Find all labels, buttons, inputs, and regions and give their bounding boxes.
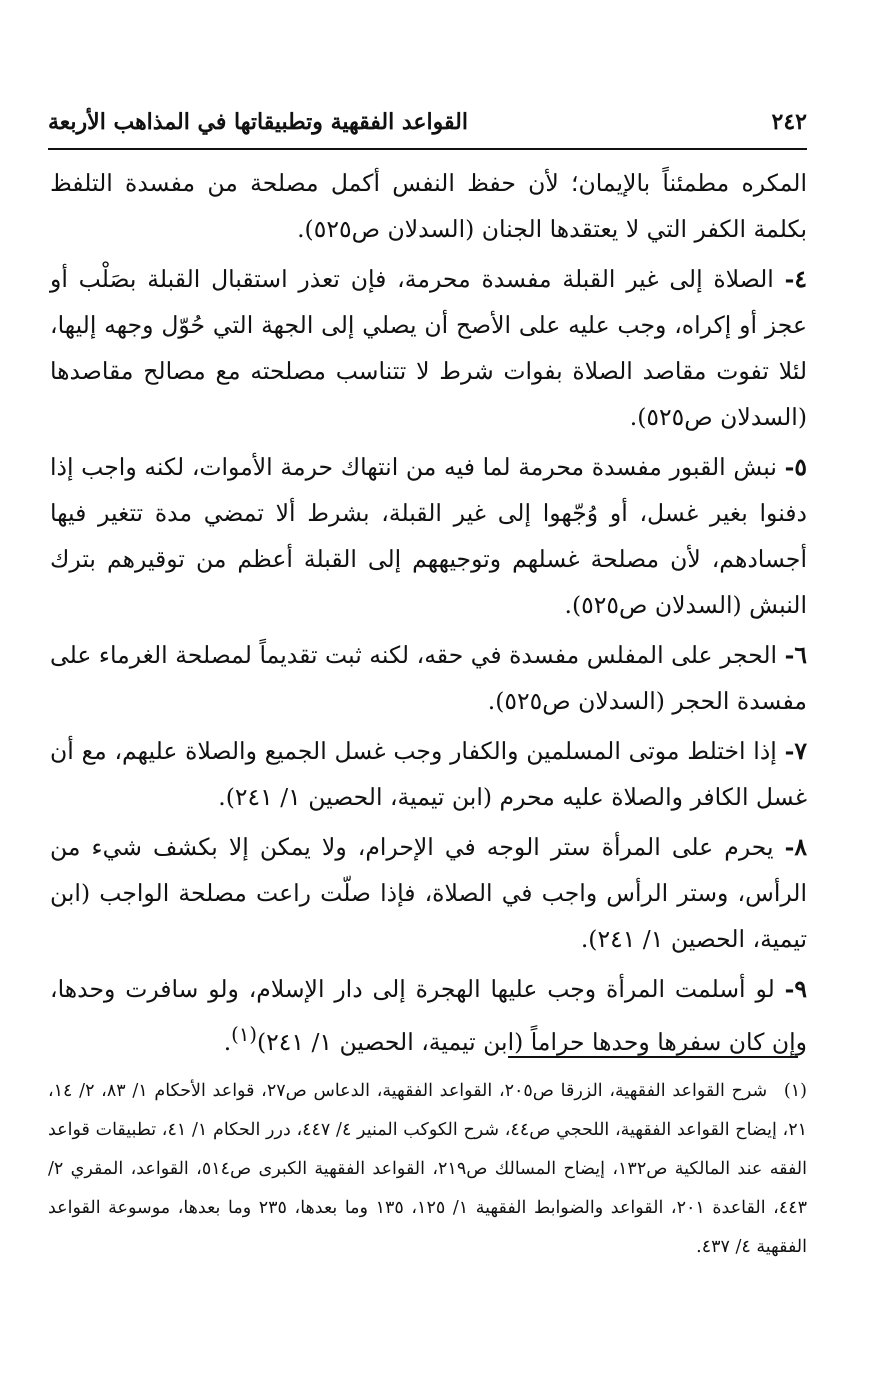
item-number: ٥- — [784, 453, 807, 481]
footnote — [48, 1072, 807, 1267]
footnote-reference: (١) — [231, 1023, 257, 1046]
main-text — [50, 160, 807, 1069]
item-text: نبش القبور مفسدة محرمة لما فيه من انتهاك حرمة الأموات، لكنه واجب إذا دفنوا بغير غسل، أو وُجّهوا إلى غير القبلة، بشرط ألا تمضي مدة تتغير فيها أجسادهم، لأن مصلحة غسلهم وتوجيههم إلى القبلة أعظم من توقيرهم بترك النبش (السدلان ص٥٢٥). — [50, 453, 807, 619]
item-5 — [50, 444, 807, 628]
item-number: ٩- — [784, 975, 807, 1003]
item-text: يحرم على المرأة ستر الوجه في الإحرام، ولا يمكن إلا بكشف شيء من الرأس، وستر الرأس واجب في الصلاة، فإذا صلّت راعت مصلحة الواجب (ابن تيمية، الحصين ١/ ٢٤١). — [50, 833, 807, 953]
page-number: ٢٤٢ — [771, 109, 807, 135]
page-header — [48, 102, 807, 142]
item-text: الحجر على المفلس مفسدة في حقه، لكنه ثبت تقديماً لمصلحة الغرماء على مفسدة الحجر (السدلان ص٥٢٥). — [50, 641, 807, 715]
item-text: لو أسلمت المرأة وجب عليها الهجرة إلى دار الإسلام، ولو سافرت وحدها، وإن كان سفرها وحدها حراماً (ابن تيمية، الحصين ١/ ٢٤١) — [50, 975, 807, 1056]
item-number: ٧- — [784, 737, 807, 765]
item-9 — [50, 966, 807, 1065]
item-end: . — [223, 1027, 232, 1056]
item-number: ٨- — [784, 833, 807, 861]
footnote-rule — [508, 1056, 798, 1058]
item-number: ٤- — [784, 265, 807, 293]
item-8 — [50, 824, 807, 962]
header-rule — [48, 148, 807, 150]
item-7 — [50, 728, 807, 820]
footnote-marker: (١) — [783, 1081, 807, 1101]
item-text: الصلاة إلى غير القبلة مفسدة محرمة، فإن تعذر استقبال القبلة بصَلْب أو عجز أو إكراه، وجب عليه على الأصح أن يصلي إلى الجهة التي حُوّل وجهه إليها، لئلا تفوت مقاصد الصلاة بفوات شرط لا تتناسب مصلحته مع مصالح مقاصدها (السدلان ص٥٢٥). — [50, 265, 807, 431]
footnote-text: شرح القواعد الفقهية، الزرقا ص٢٠٥، القواعد الفقهية، الدعاس ص٢٧، قواعد الأحكام ١/ ٨٣، ٢/ ١٤، ٢١، إيضاح القواعد الفقهية، اللحجي ص٤٤، شرح الكوكب المنير ٤/ ٤٤٧، درر الحكام ١/ ٤١، تطبيقات قواعد الفقه عند المالكية ص١٣٢، إيضاح المسالك ص٢١٩، القواعد الفقهية الكبرى ص٥١٤، القواعد، المقري ٢/ ٤٤٣، القاعدة ٢٠١، القواعد والضوابط الفقهية ١/ ١٢٥، ١٣٥ وما بعدها، ٢٣٥ وما بعدها، موسوعة القواعد الفقهية ٤/ ٤٣٧. — [48, 1081, 808, 1257]
item-number: ٦- — [784, 641, 807, 669]
item-4 — [50, 256, 807, 440]
running-title: القواعد الفقهية وتطبيقاتها في المذاهب الأربعة — [48, 109, 468, 135]
item-6 — [50, 632, 807, 724]
item-text: إذا اختلط موتى المسلمين والكفار وجب غسل الجميع والصلاة عليهم، مع أن غسل الكافر والصلاة عليه محرم (ابن تيمية، الحصين ١/ ٢٤١). — [50, 737, 807, 811]
intro-paragraph: المكره مطمئناً بالإيمان؛ لأن حفظ النفس أكمل مصلحة من مفسدة التلفظ بكلمة الكفر التي لا يعتقدها الجنان (السدلان ص٥٢٥). — [50, 169, 807, 243]
